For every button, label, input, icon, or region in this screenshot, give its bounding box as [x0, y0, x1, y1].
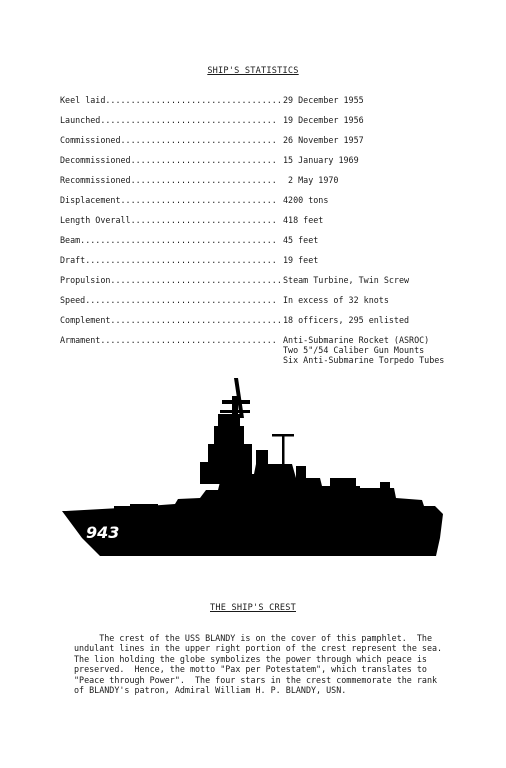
- stat-leader-dots: ..................................: [110, 275, 282, 285]
- stat-label: Commissioned: [60, 135, 121, 145]
- stat-value-line: 45 feet: [283, 235, 319, 245]
- stat-leader-dots: ......................................: [85, 295, 277, 305]
- stat-label: Displacement: [60, 195, 121, 205]
- stat-row: [60, 335, 445, 365]
- stat-value: [283, 255, 318, 265]
- stat-row: [60, 255, 319, 265]
- stat-leader-dots: .......................................: [80, 235, 277, 245]
- stat-leader-dots: ..................................: [110, 315, 282, 325]
- crest-line: undulant lines in the upper right portion of the crest represent the sea.: [74, 643, 443, 654]
- stat-label: Launched: [60, 115, 101, 125]
- stat-value-line: Anti-Submarine Rocket (ASROC): [283, 335, 430, 345]
- stat-value: [283, 135, 364, 145]
- crest-heading: THE SHIP'S CREST: [210, 603, 296, 613]
- stat-label: Draft: [60, 255, 86, 265]
- stat-value-line: 29 December 1955: [283, 95, 364, 105]
- stat-value-line: Six Anti-Submarine Torpedo Tubes: [283, 355, 445, 365]
- stat-label: Decommissioned: [60, 155, 131, 165]
- stat-value-line: 418 feet: [283, 215, 324, 225]
- stat-row: [60, 95, 364, 105]
- destroyer-silhouette: [60, 378, 450, 558]
- stat-value: [283, 215, 323, 225]
- stat-value: [283, 295, 389, 305]
- crest-line: The lion holding the globe symbolizes the power through which peace is: [74, 653, 427, 664]
- stat-value: [283, 335, 444, 365]
- stat-value-line: Two 5"/54 Caliber Gun Mounts: [283, 345, 425, 355]
- stat-value-line: 26 November 1957: [283, 135, 364, 145]
- stat-label: Beam: [60, 235, 81, 245]
- stat-row: [60, 275, 410, 285]
- stat-row: [60, 215, 324, 225]
- stat-value: [283, 155, 359, 165]
- crest-line: "Peace through Power". The four stars in the crest commemorate the rank: [74, 674, 438, 685]
- stat-leader-dots: ......................................: [85, 255, 277, 265]
- stat-value-line: 15 January 1969: [283, 155, 359, 165]
- stat-row: [60, 135, 364, 145]
- stat-row: [60, 295, 389, 305]
- crest-line: of BLANDY's patron, Admiral William H. P. BLANDY, USN.: [74, 685, 347, 696]
- stat-label: Propulsion: [60, 275, 111, 285]
- crest-paragraph: [74, 633, 443, 696]
- hull-number: 943: [86, 523, 120, 542]
- stats-heading: SHIP'S STATISTICS: [207, 66, 299, 76]
- stat-value-line: 19 feet: [283, 255, 319, 265]
- stat-value: [283, 115, 364, 125]
- stat-row: [60, 315, 410, 325]
- stat-label: Length Overall: [60, 215, 131, 225]
- stat-value-line: 2 May 1970: [283, 175, 339, 185]
- stat-value-line: 4200 tons: [283, 195, 329, 205]
- stat-value: [283, 95, 364, 105]
- stat-label: Recommissioned: [60, 175, 131, 185]
- stat-label: Armament: [60, 335, 101, 345]
- crest-line: The crest of the USS BLANDY is on the cover of this pamphlet. The: [74, 633, 432, 643]
- stat-value-line: 19 December 1956: [283, 115, 364, 125]
- stat-row: [60, 175, 339, 185]
- stat-leader-dots: .............................: [130, 215, 277, 225]
- stat-value: [283, 235, 318, 245]
- stat-leader-dots: ...............................: [120, 195, 277, 205]
- stat-value-line: In excess of 32 knots: [283, 295, 389, 305]
- stat-value: [283, 175, 338, 185]
- stat-leader-dots: ...................................: [100, 115, 277, 125]
- stat-row: [60, 155, 359, 165]
- crest-line: preserved. Hence, the motto "Pax per Potestatem", which translates to: [74, 664, 427, 675]
- stat-row: [60, 195, 329, 205]
- stat-label: Keel laid: [60, 95, 106, 105]
- stat-leader-dots: ...................................: [105, 95, 282, 105]
- stat-value: [283, 275, 409, 285]
- stat-label: Speed: [60, 295, 86, 305]
- stat-leader-dots: .............................: [130, 155, 277, 165]
- stat-leader-dots: ...............................: [120, 135, 277, 145]
- stat-leader-dots: .............................: [130, 175, 277, 185]
- stat-row: [60, 115, 364, 125]
- stat-leader-dots: ...................................: [100, 335, 277, 345]
- stat-value-line: Steam Turbine, Twin Screw: [283, 275, 410, 285]
- stat-label: Complement: [60, 315, 111, 325]
- stat-row: [60, 235, 319, 245]
- stat-value-line: 18 officers, 295 enlisted: [283, 315, 410, 325]
- stat-value: [283, 315, 409, 325]
- stat-value: [283, 195, 328, 205]
